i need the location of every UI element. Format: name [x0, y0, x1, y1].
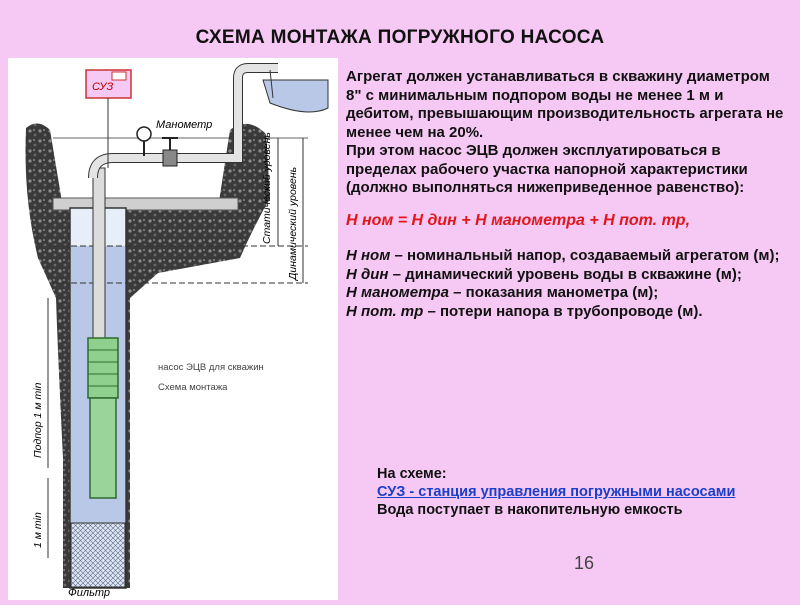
- note-heading: На схеме:: [377, 466, 447, 482]
- filter-label: Фильтр: [68, 587, 111, 599]
- definition-item: Н ном – номинальный напор, создаваемый агрегатом (м);: [346, 247, 780, 264]
- suz-link[interactable]: СУЗ - станция управления погружными насосами: [377, 484, 736, 500]
- slide-title: СХЕМА МОНТАЖА ПОГРУЖНОГО НАСОСА: [195, 27, 605, 48]
- static-level-label: Статический уровень: [261, 132, 273, 244]
- page-number: 16: [574, 553, 595, 573]
- bottom-min-label: 1 м min: [32, 512, 44, 548]
- manometer-gauge: [137, 127, 151, 141]
- manometer-label: Манометр: [156, 119, 213, 131]
- definitions-list: [346, 247, 786, 321]
- ground-soil-shape: [26, 123, 271, 588]
- water-note: Вода поступает в накопительную емкость: [377, 502, 683, 518]
- intro-paragraph-2: При этом насос ЭЦВ должен эксплуатироваться в пределах рабочего участка напорной характеристики (должно выполняться нижеприведенное равенство):: [346, 142, 748, 196]
- definition-item: Н пот. тр – потери напора в трубопроводе (м).: [346, 302, 703, 320]
- scheme-note: [377, 465, 787, 519]
- pump-body: [90, 398, 116, 498]
- filter-mesh: [71, 523, 125, 587]
- dynamic-level-label: Динамический уровень: [287, 166, 299, 280]
- valve: [163, 150, 177, 166]
- description-text: [346, 68, 786, 321]
- pump-installation-diagram: [8, 58, 338, 600]
- scheme-caption: Схема монтажа: [158, 382, 228, 393]
- diagram-svg: [8, 58, 338, 600]
- backwater-label: Подпор 1 м min: [32, 382, 44, 458]
- head-formula: Н ном = Н дин + Н манометра + Н пот. тр,: [346, 211, 691, 229]
- definition-item: Н дин – динамический уровень воды в скважине (м);: [346, 265, 742, 283]
- intro-paragraph: Агрегат должен устанавливаться в скважину диаметром 8" с минимальным подпором воды не менее 1 м и дебитом, превышающим производительность агрегата не менее чем на 20%.: [346, 68, 784, 141]
- pump-motor: [88, 338, 118, 398]
- definition-item: Н манометра – показания манометра (м);: [346, 284, 659, 301]
- pump-caption: насос ЭЦВ для скважин: [158, 362, 264, 373]
- suz-label: СУЗ: [92, 81, 114, 93]
